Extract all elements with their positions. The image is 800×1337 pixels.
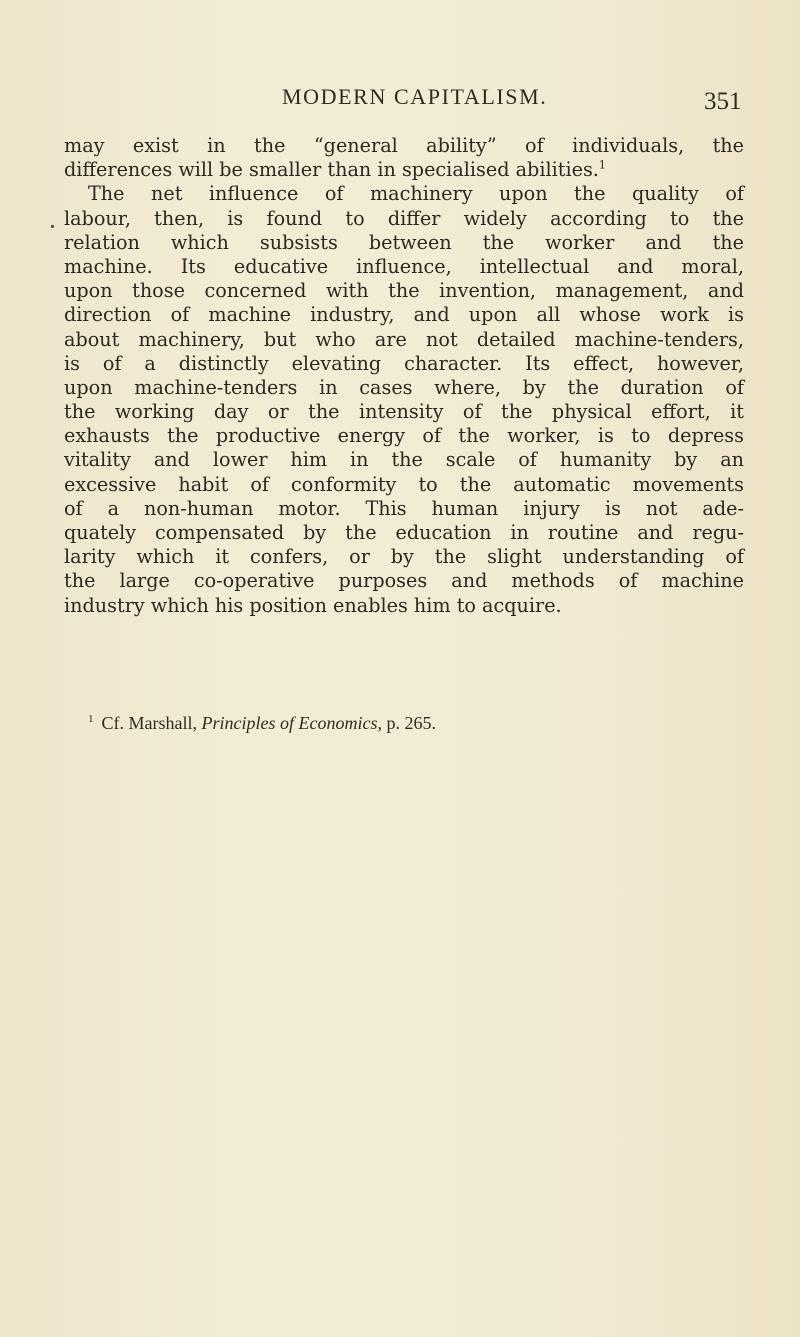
text-line: labour, then, is found to differ widely according to the [64, 206, 744, 230]
text-line-content: differences will be smaller than in specialised abilities. [64, 158, 599, 182]
page-number: 351 [704, 88, 742, 115]
paragraph-last-line: industry which his position enables him to acquire. [64, 593, 562, 617]
margin-mark [51, 225, 54, 228]
running-head [0, 84, 800, 114]
running-head-title: MODERN CAPITALISM. [282, 84, 548, 109]
footnote-reference: 1 [598, 158, 606, 172]
text-line: exhausts the productive energy of the worker, is to depress [64, 424, 744, 448]
text-line: relation which subsists between the worker and the [64, 230, 744, 254]
text-line: the working day or the intensity of the physical effort, it [64, 400, 744, 424]
footnote-cited-title: Principles of Economics [201, 713, 378, 733]
footnote [88, 713, 436, 734]
footnote-lead: Cf. Marshall, [101, 713, 197, 733]
text-line: upon machine-tenders in cases where, by the duration of [64, 375, 744, 399]
text-line: upon those concerned with the invention, management, and [64, 279, 744, 303]
text-line [64, 158, 744, 182]
text-line: excessive habit of conformity to the automatic movements [64, 472, 744, 496]
text-line: of a non-human motor. This human injury is not ade- [64, 496, 744, 520]
text-line: about machinery, but who are not detailed machine-tenders, [64, 327, 744, 351]
paragraph-first-line: The net influence of machinery upon the quality of [88, 182, 744, 206]
text-line: direction of machine industry, and upon all whose work is [64, 303, 744, 327]
footnote-mark: 1 [88, 713, 94, 725]
text-line: may exist in the “general ability” of individuals, the [64, 134, 744, 157]
text-line: larity which it confers, or by the slight understanding of [64, 545, 744, 569]
footnote-tail: , p. 265. [377, 713, 436, 733]
text-line: quately compensated by the education in routine and regu- [64, 521, 744, 544]
text-line: the large co-operative purposes and methods of machine [64, 569, 744, 593]
body-text [64, 134, 744, 618]
text-line: machine. Its educative influence, intellectual and moral, [64, 254, 744, 278]
text-line: is of a distinctly elevating character. Its effect, however, [64, 351, 744, 375]
text-line: vitality and lower him in the scale of humanity by an [64, 448, 744, 472]
